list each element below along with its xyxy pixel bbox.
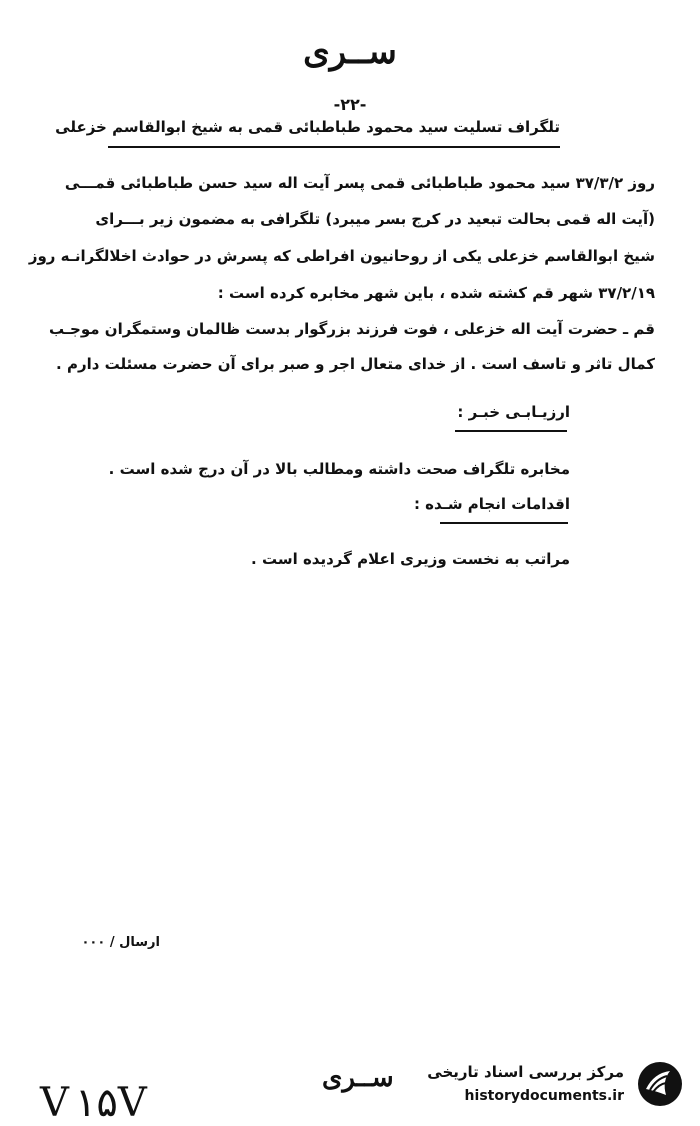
classification-stamp-top: ســری bbox=[303, 32, 397, 72]
sent-note: ارسال / ۰۰۰ bbox=[81, 935, 160, 950]
assessment-heading: ارزیـابـی خبـر : bbox=[457, 403, 570, 421]
body-line-1: روز ۳۷/۳/۲ سید محمود طباطبائی قمی پسر آیت اله سید حسن طباطبائی قمـــی bbox=[64, 174, 655, 192]
actions-underline bbox=[440, 522, 568, 524]
body-line-6: کمال تاثر و تاسف است . از خدای متعال اجر و صبر برای آن حضرت مسئلت دارم . bbox=[56, 355, 655, 373]
body-line-2: (آیت اله قمی بحالت تبعید در کرج بسر میبرد) تلگرافی به مضمون زیر بـــرای bbox=[95, 210, 655, 228]
watermark-name: مرکز بررسی اسناد تاریخی bbox=[427, 1063, 624, 1081]
body-line-4: ۳۷/۲/۱۹ شهر قم کشته شده ، باین شهر مخابره کرده است : bbox=[217, 284, 655, 302]
body-line-5: قم ـ حضرت آیت اله خزعلی ، فوت فرزند بزرگوار بدست ظالمان وستمگران موجـب bbox=[49, 320, 655, 338]
classification-stamp-bottom: ســری bbox=[322, 1063, 394, 1093]
page-number: -۲۲- bbox=[333, 95, 367, 114]
actions-heading: اقدامات انجام شـده : bbox=[413, 495, 570, 513]
body-line-3: شیخ ابوالقاسم خزعلی یکی از روحانیون افراطی که پسرش در حوادث اخلالگرانـه روز bbox=[28, 247, 655, 265]
document-title: تلگراف تسلیت سید محمود طباطبائی قمی به شیخ ابوالقاسم خزعلی bbox=[55, 118, 560, 136]
actions-text: مراتب به نخست وزیری اعلام گردیده است . bbox=[251, 550, 570, 568]
title-underline bbox=[108, 146, 560, 148]
watermark-url: historydocuments.ir bbox=[464, 1088, 624, 1104]
watermark bbox=[425, 1055, 690, 1117]
book-emblem-icon bbox=[636, 1059, 684, 1109]
assessment-underline bbox=[455, 430, 567, 432]
archive-number: V۱۵V bbox=[40, 1080, 153, 1126]
assessment-text: مخابره تلگراف صحت داشته ومطالب بالا در آن درج شده است . bbox=[108, 460, 570, 478]
